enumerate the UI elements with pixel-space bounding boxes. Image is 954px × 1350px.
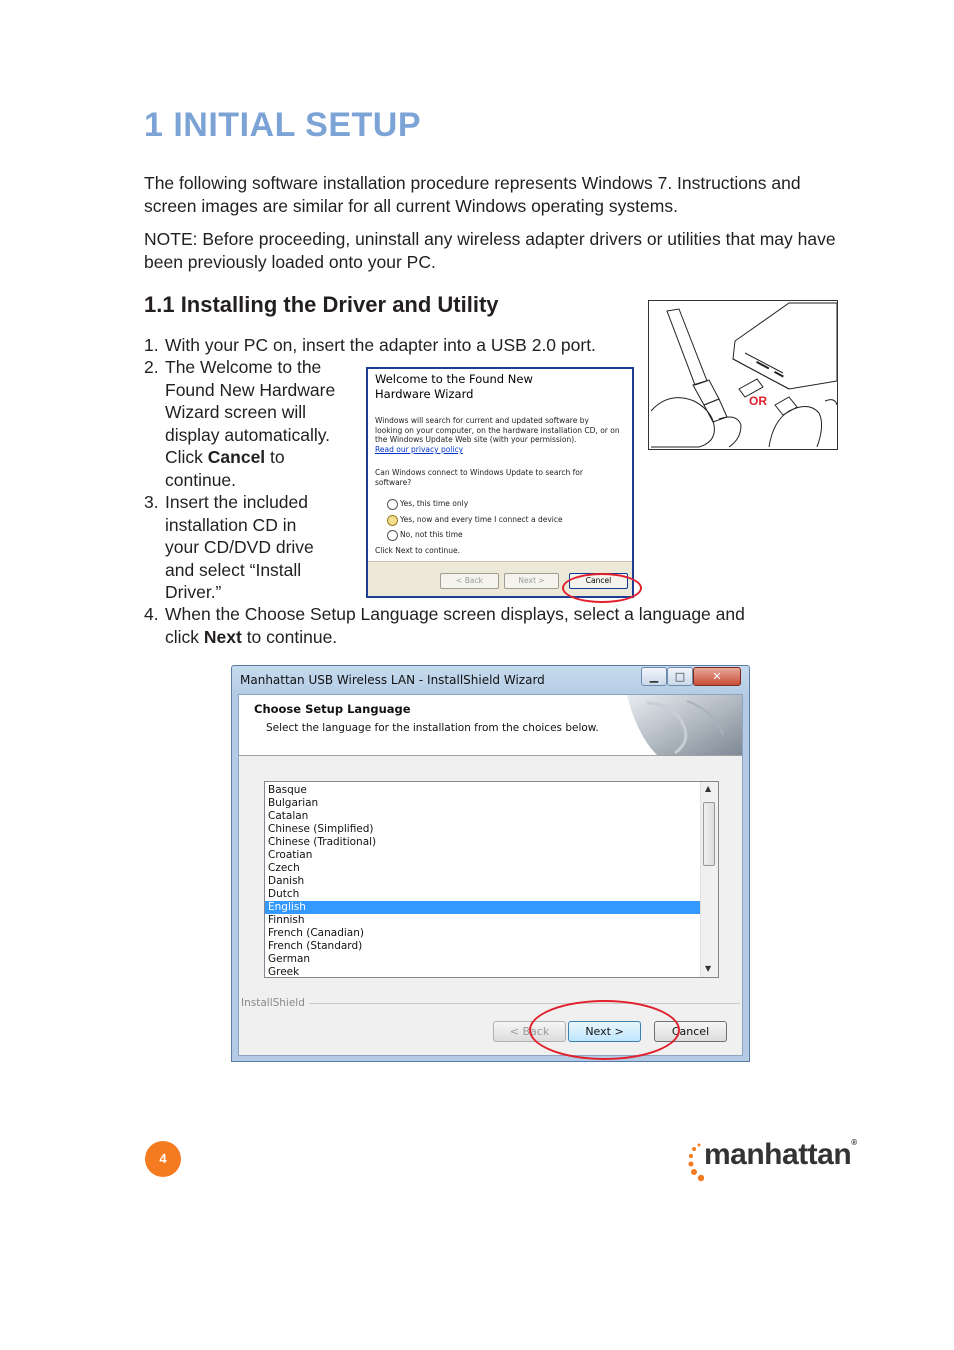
- step-text: [165, 446, 285, 469]
- step-bold-text: Cancel: [207, 447, 266, 467]
- step-4: [144, 603, 844, 649]
- step-text-part: to: [265, 447, 285, 467]
- step-text-part: click: [165, 626, 204, 647]
- back-button[interactable]: < Back: [493, 1021, 566, 1042]
- list-item[interactable]: Danish: [268, 875, 305, 887]
- step-text: Wizard screen will: [165, 402, 306, 422]
- maximize-button[interactable]: □: [667, 667, 693, 686]
- next-button[interactable]: Next >: [504, 573, 559, 589]
- brand-logo: [690, 1138, 857, 1172]
- list-item-selected[interactable]: English: [265, 901, 701, 914]
- step-3: [144, 491, 359, 606]
- step-text: and select “Install: [165, 559, 302, 580]
- scrollbar-thumb[interactable]: [703, 802, 715, 866]
- wizard-header: [239, 695, 742, 756]
- step-text: Driver.”: [165, 582, 222, 602]
- radio-yes-every-time[interactable]: [387, 515, 398, 526]
- list-item[interactable]: Dutch: [268, 888, 300, 900]
- step-number: 1.: [144, 335, 159, 355]
- step-bold-text: Next: [203, 626, 242, 647]
- installshield-window: [231, 665, 750, 1062]
- or-label: OR: [749, 394, 767, 408]
- list-item[interactable]: Czech: [268, 862, 300, 874]
- step-number: 3.: [144, 492, 159, 512]
- list-item[interactable]: Basque: [268, 784, 307, 796]
- list-item[interactable]: Bulgarian: [268, 797, 319, 809]
- step-text: installation CD in: [165, 514, 297, 535]
- header-subtitle: Select the language for the installation from the choices below.: [266, 722, 599, 734]
- scroll-down-icon[interactable]: ▼: [705, 964, 712, 973]
- page-heading: 1 INITIAL SETUP: [144, 106, 422, 144]
- header-graphic-icon: [627, 695, 742, 755]
- wizard-question-line: Can Windows connect to Windows Update to search for: [375, 468, 583, 477]
- list-item[interactable]: Catalan: [268, 810, 309, 822]
- brand-name: manhattan: [704, 1138, 852, 1171]
- usb-illustration: [649, 301, 837, 449]
- list-item[interactable]: Chinese (Simplified): [268, 823, 374, 835]
- scroll-up-icon[interactable]: ▲: [705, 784, 712, 793]
- back-button[interactable]: < Back: [440, 573, 499, 589]
- step-text: continue.: [165, 469, 237, 490]
- radio-label: Yes, now and every time I connect a device: [400, 515, 563, 524]
- header-title: Choose Setup Language: [254, 702, 411, 716]
- step-text: Insert the included: [165, 492, 309, 512]
- wizard-title: [375, 372, 533, 402]
- window-client: [238, 694, 743, 1056]
- step-text-part: to continue.: [241, 626, 338, 647]
- logo-dots-icon: [688, 1142, 704, 1182]
- step-text: [165, 626, 337, 649]
- wizard-title-line: Welcome to the Found New: [375, 372, 533, 386]
- note-paragraph: NOTE: Before proceeding, uninstall any wireless adapter drivers or utilities that may have been previously loaded onto your PC.: [144, 229, 836, 272]
- list-item[interactable]: German: [268, 953, 311, 965]
- radio-label: Yes, this time only: [400, 499, 469, 508]
- cancel-highlight-circle: [562, 573, 642, 603]
- privacy-policy-link[interactable]: Read our privacy policy: [375, 445, 464, 454]
- step-text: When the Choose Setup Language screen displays, select a language and: [165, 604, 745, 624]
- list-item[interactable]: Finnish: [268, 914, 305, 926]
- step-text: display automatically.: [165, 424, 331, 445]
- list-scrollbar[interactable]: [700, 782, 718, 977]
- group-divider: [241, 1003, 740, 1004]
- next-highlight-circle: [529, 1000, 680, 1060]
- hardware-wizard-screenshot: [366, 367, 634, 598]
- step-text: Found New Hardware: [165, 379, 336, 400]
- window-title: Manhattan USB Wireless LAN - InstallShield Wizard: [240, 673, 545, 687]
- wizard-title-line: Hardware Wizard: [375, 387, 474, 401]
- wizard-question-line: software?: [375, 477, 412, 487]
- intro-paragraph: The following software installation procedure represents Windows 7. Instructions and screen images are similar for all current Windows operating systems.: [144, 173, 801, 216]
- step-number: 4.: [144, 604, 159, 624]
- wizard-body-line: looking on your computer, on the hardware installation CD, or on: [375, 425, 620, 435]
- close-button[interactable]: ✕: [693, 667, 741, 686]
- list-item[interactable]: French (Standard): [268, 940, 363, 952]
- step-1: [144, 334, 644, 357]
- radio-label: No, not this time: [400, 530, 463, 539]
- step-number: 2.: [144, 357, 159, 377]
- step-2: [144, 356, 359, 492]
- page-number: 4: [145, 1141, 181, 1177]
- cancel-button[interactable]: Cancel: [654, 1021, 727, 1042]
- list-item[interactable]: Croatian: [268, 849, 313, 861]
- installshield-label: InstallShield: [241, 997, 309, 1009]
- wizard-body-line: the Windows Update Web site (with your permission).: [375, 435, 577, 444]
- list-item[interactable]: French (Canadian): [268, 927, 364, 939]
- language-listbox[interactable]: [264, 781, 719, 978]
- next-button[interactable]: Next >: [568, 1021, 641, 1042]
- radio-no-not-this-time[interactable]: [387, 530, 398, 541]
- usb-adapter-photo: [648, 300, 838, 450]
- step-text: With your PC on, insert the adapter into a USB 2.0 port.: [165, 335, 596, 355]
- trademark-symbol: ®: [851, 1138, 857, 1147]
- wizard-body-line: Windows will search for current and updated software by: [375, 416, 589, 425]
- step-text-part: Click: [165, 447, 208, 467]
- section-heading: 1.1 Installing the Driver and Utility: [144, 292, 499, 317]
- minimize-button[interactable]: ▁: [641, 667, 667, 686]
- step-text: The Welcome to the: [165, 357, 322, 377]
- list-item[interactable]: Chinese (Traditional): [268, 836, 377, 848]
- click-next-text: Click Next to continue.: [375, 546, 461, 555]
- radio-yes-this-time[interactable]: [387, 499, 398, 510]
- list-item[interactable]: Greek: [268, 966, 300, 978]
- cancel-button[interactable]: Cancel: [569, 573, 628, 589]
- step-text: your CD/DVD drive: [165, 537, 314, 557]
